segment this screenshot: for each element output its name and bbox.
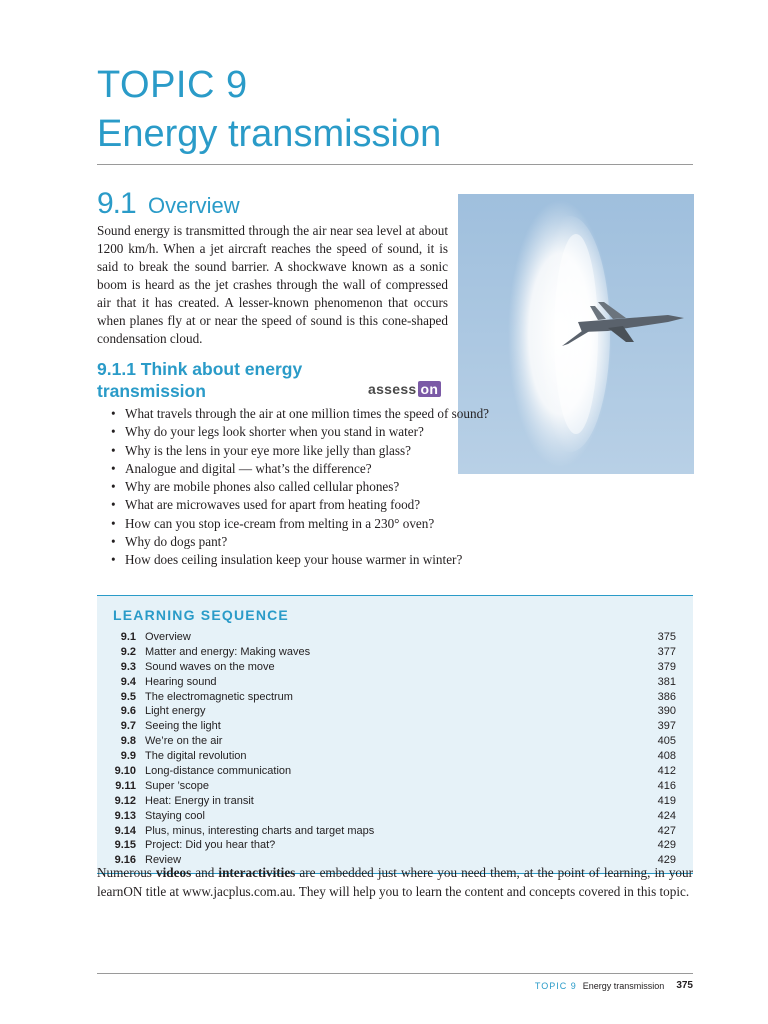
section-number: 9.1 [97,187,136,220]
sequence-name: Plus, minus, interesting charts and target maps [145,824,375,837]
sequence-row[interactable] [97,719,693,734]
sequence-number: 9.8 [120,735,136,748]
sequence-number: 9.12 [114,794,136,807]
sequence-number: 9.9 [120,750,136,763]
sequence-row[interactable] [97,838,693,853]
interactivities-emphasis: interactivities [218,865,296,880]
question-item: • Why is the lens in your eye more like jelly than glass? [111,442,531,460]
question-item: • Why are mobile phones also called cellular phones? [111,478,531,496]
question-item: • What are microwaves used for apart from heating food? [111,496,531,514]
topic-title: Energy transmission [97,113,442,155]
question-item: • What travels through the air at one million times the speed of sound? [111,405,531,423]
question-item: • How can you stop ice-cream from melting in a 230° oven? [111,515,531,533]
assess-text: assess [368,381,417,397]
outro-paragraph [97,864,693,901]
sequence-page: 427 [657,824,676,837]
sequence-row[interactable] [97,675,693,690]
sequence-number: 9.6 [120,705,136,718]
subsection-title: 9.1.1 Think about energy transmission [97,359,303,401]
sequence-name: Project: Did you hear that? [145,839,276,852]
sequence-name: Sound waves on the move [145,660,275,673]
sequence-row[interactable] [97,704,693,719]
question-list [111,405,531,570]
sequence-page: 429 [657,854,676,867]
videos-emphasis: videos [156,865,192,880]
footer-title: Energy transmission [582,980,665,991]
sequence-page: 424 [657,809,676,822]
sequence-name: Seeing the light [145,720,221,733]
learning-sequence-box [97,595,693,874]
sequence-row[interactable] [97,645,693,660]
outro-text: are embedded just where you need them, at the point of learning, in your learnON title at www.jacplus.com.au. They will help you to learn the content and concepts covered in this topic. [97,865,693,899]
sequence-row[interactable] [97,824,693,839]
sequence-row[interactable] [97,809,693,824]
section-title: Overview [148,193,240,218]
sequence-number: 9.10 [114,765,136,778]
sequence-number: 9.3 [120,660,136,673]
sequence-number: 9.7 [120,720,136,733]
question-item: • Why do your legs look shorter when you stand in water? [111,423,531,441]
sequence-number: 9.11 [115,779,136,792]
sequence-name: Matter and energy: Making waves [145,645,311,658]
sequence-page: 386 [657,690,676,703]
assesson-badge[interactable] [368,381,441,397]
outro-text: and [191,865,219,880]
question-item: • How does ceiling insulation keep your house warmer in winter? [111,551,531,569]
sequence-name: Super ’scope [145,779,210,792]
sequence-row[interactable] [97,749,693,764]
sequence-row[interactable] [97,794,693,809]
sequence-number: 9.1 [120,631,136,643]
sequence-name: Review [145,854,182,867]
sequence-name: Long-distance communication [145,765,292,778]
sequence-row[interactable] [97,734,693,749]
sequence-page: 429 [657,839,676,852]
sequence-row[interactable] [97,779,693,794]
sequence-name: Light energy [145,705,206,718]
sequence-number: 9.14 [114,824,136,837]
sequence-number: 9.13 [114,809,136,822]
sequence-number: 9.16 [114,854,136,867]
sequence-page: 412 [657,765,676,778]
sequence-number: 9.15 [114,839,136,852]
sequence-page: 416 [657,779,676,792]
sequence-page: 379 [657,660,676,673]
sequence-name: Heat: Energy in transit [145,794,254,807]
sequence-page: 377 [657,645,676,658]
intro-paragraph: Sound energy is transmitted through the air near sea level at about 1200 km/h. When a jet aircraft reaches the speed of sound, it is said to break the sound barrier. A shockwave known as a sonic boom is heard as the jet crashes through the wall of compressed air that it has created. A lesser-known phenomenon that occurs when planes fly at or near the speed of sound is this cone-shaped condensation cloud. [97,223,448,346]
sequence-row[interactable] [97,690,693,705]
sequence-number: 9.2 [120,645,136,658]
sequence-page: 419 [657,794,676,807]
footer-divider [97,973,693,974]
page-number: 375 [676,980,693,991]
sequence-row[interactable] [97,764,693,779]
sequence-page: 381 [657,675,676,688]
sequence-name: The digital revolution [145,750,247,763]
learning-sequence-title: LEARNING SEQUENCE [113,607,289,623]
sequence-name: Staying cool [145,809,205,822]
sequence-name: We’re on the air [145,735,223,748]
sequence-name: The electromagnetic spectrum [145,690,293,703]
sequence-page: 408 [657,750,676,763]
outro-text: Numerous [97,865,157,880]
sequence-page: 405 [657,735,676,748]
question-item: • Analogue and digital — what’s the difference? [111,460,531,478]
sequence-page: 390 [657,705,676,718]
question-item: • Why do dogs pant? [111,533,531,551]
sequence-page: 375 [657,631,676,643]
sequence-number: 9.5 [120,690,136,703]
sequence-number: 9.4 [120,675,136,688]
header-divider [97,164,693,165]
learning-sequence-list [97,630,693,868]
page-footer [535,980,693,991]
sequence-page: 397 [657,720,676,733]
sequence-name: Hearing sound [145,675,217,688]
sequence-name: Overview [145,631,191,643]
sequence-row[interactable] [97,630,693,645]
assess-on-text: on [418,381,442,397]
sequence-row[interactable] [97,660,693,675]
topic-label: TOPIC 9 [97,64,248,106]
footer-topic: TOPIC 9 [534,980,577,991]
